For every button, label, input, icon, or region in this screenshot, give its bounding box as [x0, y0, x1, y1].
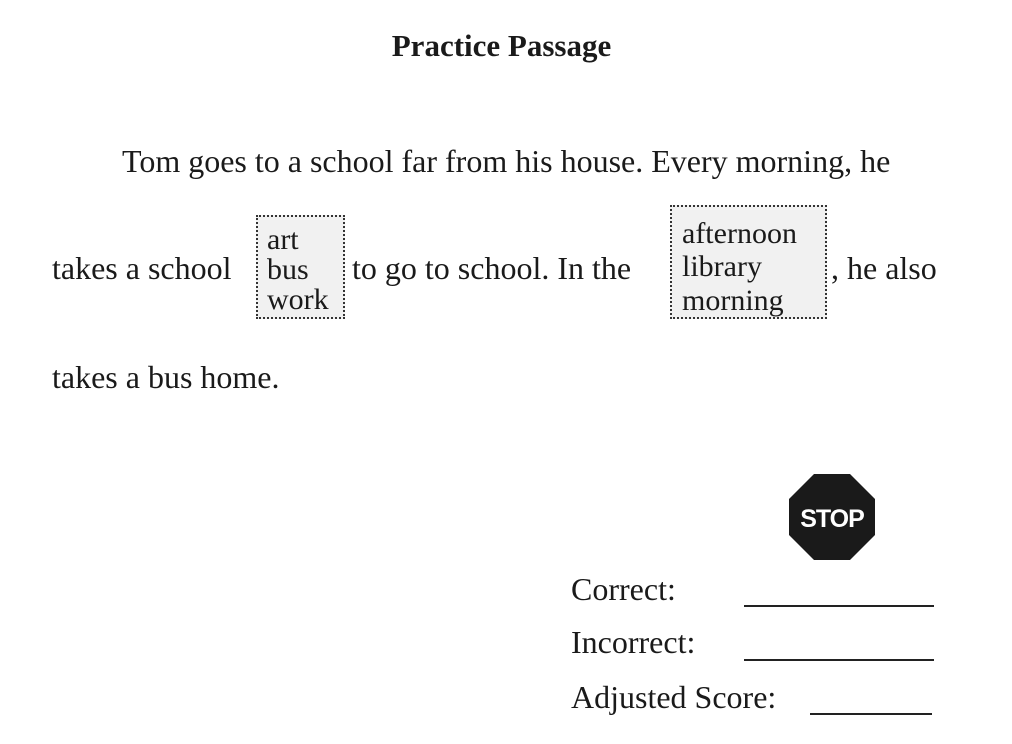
choice-option[interactable]: afternoon [682, 217, 797, 250]
passage-line-3: takes a bus home. [52, 359, 280, 395]
choice-option[interactable]: library [682, 250, 762, 283]
correct-label: Correct: [571, 571, 676, 607]
adjusted-score-blank[interactable] [810, 713, 932, 715]
choice-option[interactable]: art [267, 223, 299, 256]
stop-sign-icon [789, 474, 875, 560]
passage-line-2-part-2: to go to school. In the [352, 250, 632, 286]
passage-line-1: Tom goes to a school far from his house. Every morning, he [122, 143, 891, 179]
choice-option[interactable]: morning [682, 284, 784, 317]
passage-line-2-part-3: , he also [831, 250, 937, 286]
page-title: Practice Passage [391, 28, 612, 63]
correct-blank[interactable] [744, 605, 934, 607]
choice-box-2[interactable] [670, 205, 827, 319]
choice-box-1[interactable] [256, 215, 345, 319]
incorrect-label: Incorrect: [571, 624, 696, 660]
passage-line-2-part-1: takes a school [52, 250, 232, 286]
stop-sign-label: STOP [800, 505, 864, 533]
incorrect-blank[interactable] [744, 659, 934, 661]
choice-option[interactable]: bus [267, 253, 309, 286]
choice-option[interactable]: work [267, 283, 329, 316]
adjusted-score-label: Adjusted Score: [571, 679, 777, 715]
